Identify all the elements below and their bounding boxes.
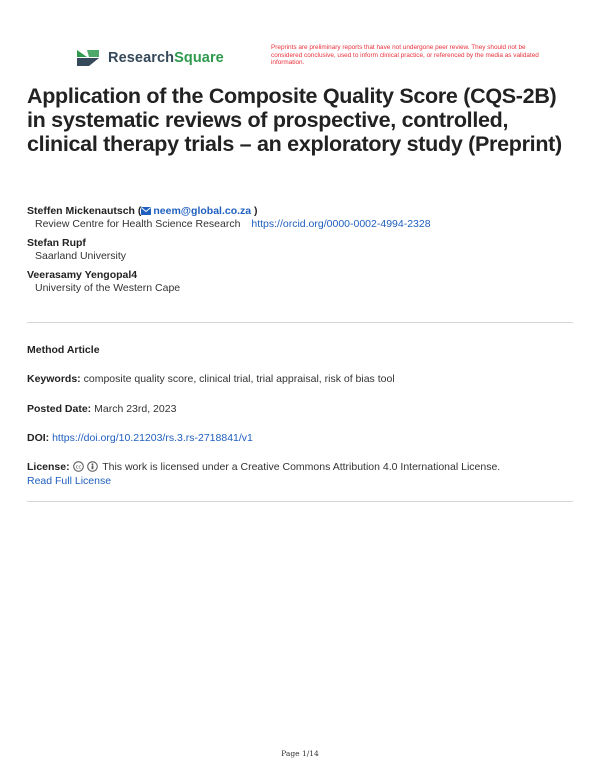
license-label: License: — [27, 461, 70, 473]
author-2-name: Stefan Rupf — [27, 237, 86, 249]
logo-text — [108, 50, 224, 66]
envelope-icon — [141, 207, 151, 215]
page-number: Page 1/14 — [281, 749, 319, 758]
license-line — [27, 460, 579, 488]
author-1-line — [27, 205, 579, 218]
author-1-orcid-link[interactable]: https://orcid.org/0000-0002-4994-2328 — [251, 218, 431, 230]
svg-text:cc: cc — [75, 464, 81, 471]
author-1-email[interactable]: neem@global.co.za — [153, 205, 252, 217]
posted-date-value: March 23rd, 2023 — [94, 403, 177, 415]
author-3-name: Veerasamy Yengopal4 — [27, 269, 138, 281]
research-square-logo-icon — [75, 48, 101, 68]
author-list — [27, 205, 579, 301]
posted-date-line — [27, 402, 579, 416]
author-2-affiliation: Saarland University — [35, 250, 127, 262]
article-title: Application of the Composite Quality Score (CQS-2B) in systematic reviews of prospective, controlled, clinical therapy trials – an exploratory study (Preprint) — [27, 84, 562, 156]
keywords-label: Keywords: — [27, 373, 81, 385]
doi-line — [27, 431, 579, 445]
keywords-line — [27, 372, 579, 386]
page-header — [75, 44, 555, 76]
logo-text-research: Research — [108, 50, 175, 66]
doi-link[interactable]: https://doi.org/10.21203/rs.3.rs-2718841/v1 — [52, 432, 253, 444]
author-1-affiliation: Review Centre for Health Science Research — [35, 218, 241, 230]
license-text: This work is licensed under a Creative Commons Attribution 4.0 International License. — [102, 461, 501, 473]
posted-date-label: Posted Date: — [27, 403, 92, 415]
divider-bottom — [27, 501, 573, 502]
preprint-disclaimer: Preprints are preliminary reports that have not undergone peer review. They should not be considered conclusive, used to inform clinical practice, or referenced by the media as validated information. — [271, 44, 539, 67]
article-type — [27, 343, 579, 357]
divider-top — [27, 322, 573, 323]
author-1-email-wrap: ( neem@global.co.za ) — [137, 205, 258, 217]
author-3-affiliation: University of the Western Cape — [35, 282, 181, 294]
attribution-icon — [87, 461, 98, 472]
keywords-value: composite quality score, clinical trial, trial appraisal, risk of bias tool — [83, 373, 395, 385]
research-square-logo[interactable] — [75, 48, 224, 68]
creative-commons-icon — [73, 461, 84, 472]
author-1-affiliation-line — [27, 218, 579, 231]
doi-label: DOI: — [27, 432, 50, 444]
author-1-name: Steffen Mickenautsch — [27, 205, 135, 217]
read-full-license-link[interactable]: Read Full License — [27, 475, 112, 487]
logo-text-square: Square — [174, 50, 224, 66]
article-type-label: Method Article — [27, 344, 100, 356]
